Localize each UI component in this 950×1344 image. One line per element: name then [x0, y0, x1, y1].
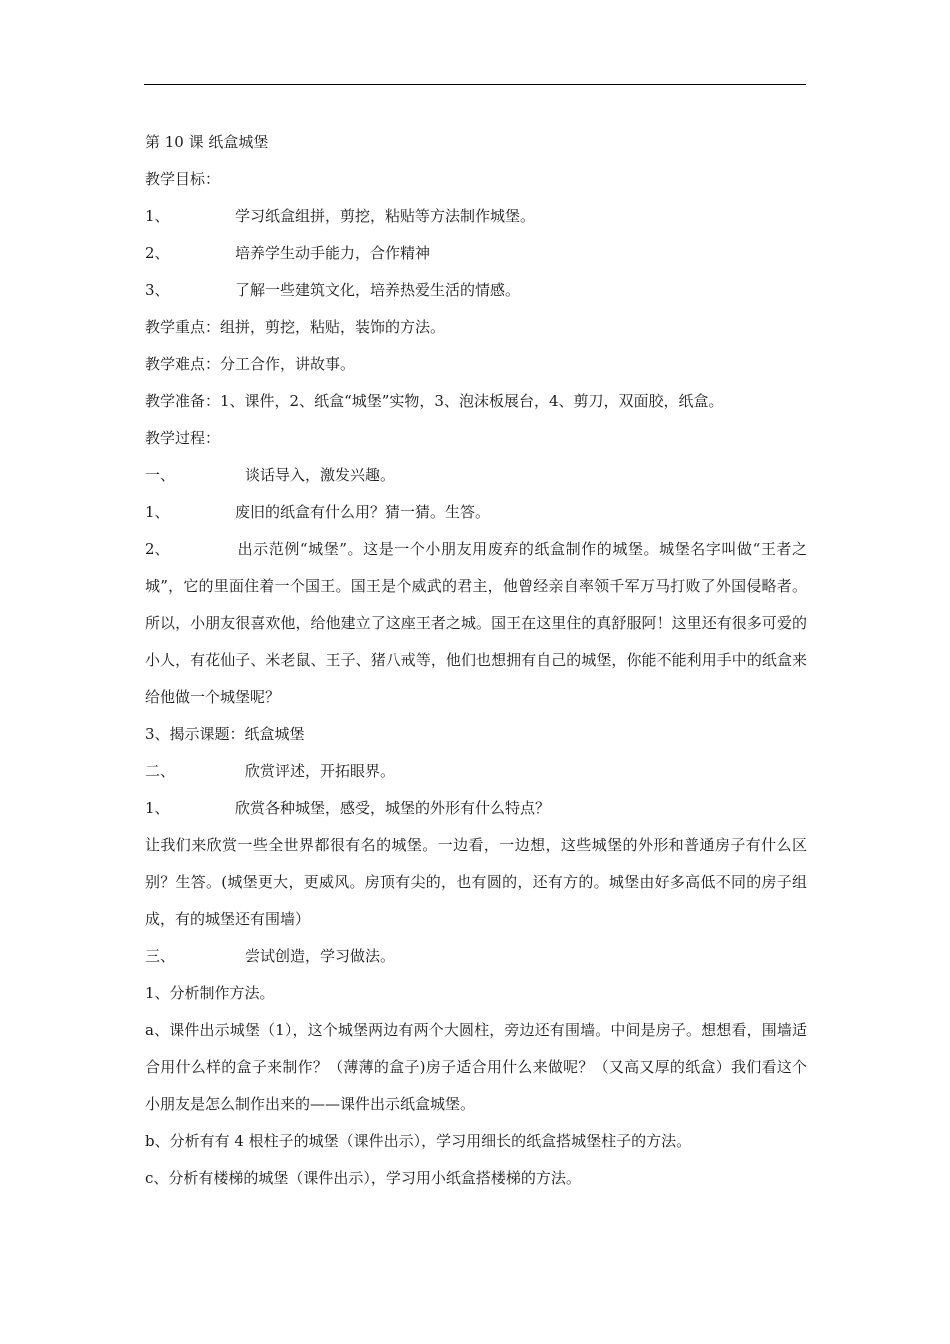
section-heading: [145, 753, 807, 790]
list-item: 1、分析制作方法。: [145, 984, 275, 1002]
section-number: 一、: [145, 466, 176, 484]
list-item: [145, 790, 807, 827]
section-heading: [145, 938, 807, 975]
objectives-heading: 教学目标：: [145, 170, 221, 188]
item-text: 欣赏各种城堡，感受，城堡的外形有什么特点？: [235, 799, 551, 817]
list-item: c、分析有楼梯的城堡（课件出示），学习用小纸盒搭楼梯的方法。: [145, 1169, 581, 1187]
page-title: 第 10 课 纸盒城堡: [145, 133, 269, 151]
process-heading: 教学过程：: [145, 429, 221, 447]
header-rule: [144, 84, 806, 85]
item-number: 1、: [145, 799, 170, 817]
list-item: 3、揭示课题：纸盒城堡: [145, 725, 305, 743]
list-item: b、分析有有 4 根柱子的城堡（课件出示），学习用细长的纸盒搭城堡柱子的方法。: [145, 1132, 692, 1150]
objective-item: [145, 198, 807, 235]
item-text: 废旧的纸盒有什么用？猜一猜。生答。: [235, 503, 491, 521]
paragraph: a、课件出示城堡（1），这个城堡两边有两个大圆柱，旁边还有围墙。中间是房子。想想看，围墙适合用什么样的盒子来制作？（薄薄的盒子)房子适合用什么来做呢？（又高又厚的纸盒）我们看这个小朋友是怎么制作出来的——课件出示纸盒城堡。: [145, 1021, 807, 1113]
item-number: 3、: [145, 281, 170, 299]
section-text: 谈话导入，激发兴趣。: [245, 466, 396, 484]
section-number: 二、: [145, 762, 176, 780]
document-body: [145, 124, 807, 1197]
section-text: 欣赏评述，开拓眼界。: [245, 762, 396, 780]
item-number: 1、: [145, 207, 170, 225]
section-text: 尝试创造，学习做法。: [245, 947, 396, 965]
section-number: 三、: [145, 947, 176, 965]
item-text: 培养学生动手能力，合作精神: [235, 244, 431, 262]
item-number: 1、: [145, 503, 170, 521]
list-item-paragraph: [145, 531, 807, 716]
objective-item: [145, 235, 807, 272]
item-text: 出示范例“城堡”。这是一个小朋友用废弃的纸盒制作的城堡。城堡名字叫做“王者之城”，它的里面住着一个国王。国王是个威武的君主，他曾经亲自率领千军万马打败了外国侵略者。所以，小朋友很喜欢他，给他建立了这座王者之城。国王在这里住的真舒服阿！这里还有很多可爱的小人，有花仙子、米老鼠、王子、猪八戒等，他们也想拥有自己的城堡，你能不能利用手中的纸盒来给他做一个城堡呢？: [145, 540, 807, 706]
item-text: 学习纸盒组拼，剪挖，粘贴等方法制作城堡。: [235, 207, 536, 225]
item-text: 了解一些建筑文化，培养热爱生活的情感。: [235, 281, 521, 299]
item-number: 2、: [145, 540, 170, 558]
list-item: [145, 494, 807, 531]
paragraph: 让我们来欣赏一些全世界都很有名的城堡。一边看，一边想，这些城堡的外形和普通房子有什么区别？生答。(城堡更大，更威风。房顶有尖的，也有圆的，还有方的。城堡由好多高低不同的房子组成，有的城堡还有围墙）: [145, 836, 807, 928]
preparation: 教学准备：1、课件，2、纸盒“城堡”实物，3、泡沫板展台，4、剪刀，双面胶，纸盒。: [145, 392, 724, 410]
key-point: 教学重点：组拼，剪挖，粘贴，装饰的方法。: [145, 318, 446, 336]
section-heading: [145, 457, 807, 494]
item-number: 2、: [145, 244, 170, 262]
objective-item: [145, 272, 807, 309]
difficulty: 教学难点：分工合作，讲故事。: [145, 355, 356, 373]
